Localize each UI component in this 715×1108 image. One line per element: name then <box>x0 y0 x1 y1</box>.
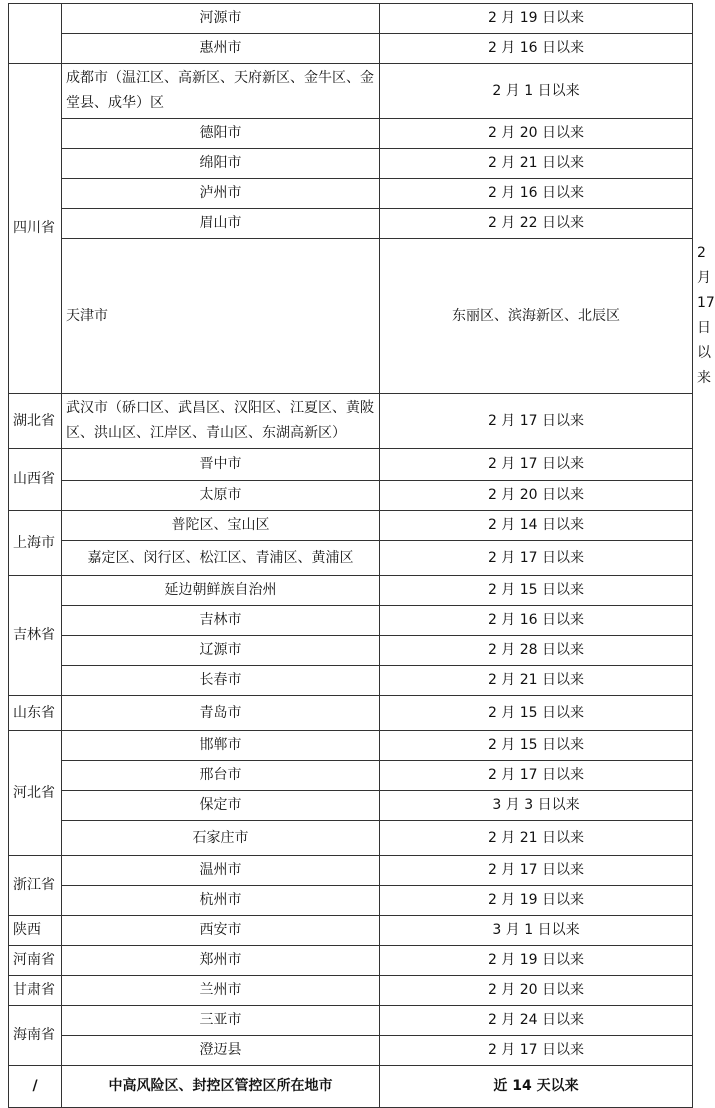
province-cell: 甘肃省 <box>9 976 62 1006</box>
area-cell: 普陀区、宝山区 <box>62 511 380 541</box>
area-cell: 温州市 <box>62 856 380 886</box>
since-date-cell: 2 月 1 日以来 <box>380 64 693 119</box>
table-row <box>9 606 693 636</box>
province-cell: 浙江省 <box>9 856 62 916</box>
since-date-cell: 3 月 3 日以来 <box>380 791 693 821</box>
province-cell: 四川省 <box>9 64 62 394</box>
area-cell: 泸州市 <box>62 179 380 209</box>
since-date-cell: 2 月 17 日以来 <box>380 541 693 576</box>
since-date-cell: 3 月 1 日以来 <box>380 916 693 946</box>
table-row <box>9 916 693 946</box>
area-cell: 西安市 <box>62 916 380 946</box>
area-cell: 吉林市 <box>62 606 380 636</box>
table-row <box>9 821 693 856</box>
area-cell: 武汉市（硚口区、武昌区、汉阳区、江夏区、黄陂区、洪山区、江岸区、青山区、东湖高新区） <box>62 394 380 449</box>
area-cell: 嘉定区、闵行区、松江区、青浦区、黄浦区 <box>62 541 380 576</box>
area-cell: 石家庄市 <box>62 821 380 856</box>
since-date-cell: 2 月 16 日以来 <box>380 606 693 636</box>
area-cell: 杭州市 <box>62 886 380 916</box>
area-cell: 眉山市 <box>62 209 380 239</box>
since-date-cell: 2 月 16 日以来 <box>380 179 693 209</box>
table-row <box>9 4 693 34</box>
table-row <box>9 761 693 791</box>
since-date-cell: 2 月 15 日以来 <box>380 696 693 731</box>
province-cell: 河南省 <box>9 946 62 976</box>
table-row <box>9 34 693 64</box>
area-cell: 长春市 <box>62 666 380 696</box>
since-date-cell: 2 月 19 日以来 <box>380 4 693 34</box>
province-cell: 上海市 <box>9 511 62 576</box>
summary-col2-cell: 中高风险区、封控区管控区所在地市 <box>62 1066 380 1108</box>
table-row <box>9 696 693 731</box>
table-row <box>9 149 693 179</box>
area-cell: 澄迈县 <box>62 1036 380 1066</box>
since-date-cell: 2 月 20 日以来 <box>380 481 693 511</box>
table-row <box>9 731 693 761</box>
table-row <box>9 481 693 511</box>
table-row <box>9 946 693 976</box>
since-date-cell: 2 月 17 日以来 <box>380 394 693 449</box>
area-cell: 保定市 <box>62 791 380 821</box>
table-row <box>9 886 693 916</box>
area-cell: 绵阳市 <box>62 149 380 179</box>
summary-row <box>9 1066 693 1108</box>
province-cell: 海南省 <box>9 1006 62 1066</box>
since-date-cell: 2 月 15 日以来 <box>380 731 693 761</box>
area-cell: 惠州市 <box>62 34 380 64</box>
table-row <box>9 541 693 576</box>
since-date-cell: 2 月 14 日以来 <box>380 511 693 541</box>
table-row <box>9 1036 693 1066</box>
area-cell: 邯郸市 <box>62 731 380 761</box>
since-date-cell: 2 月 16 日以来 <box>380 34 693 64</box>
area-cell: 三亚市 <box>62 1006 380 1036</box>
table-row <box>9 636 693 666</box>
table-row <box>9 666 693 696</box>
province-cell: 湖北省 <box>9 394 62 449</box>
table-row <box>9 449 693 481</box>
table-body <box>9 4 715 1108</box>
risk-area-table <box>8 3 715 1108</box>
since-date-cell: 2 月 17 日以来 <box>380 761 693 791</box>
table-row <box>9 576 693 606</box>
area-cell: 邢台市 <box>62 761 380 791</box>
area-cell: 郑州市 <box>62 946 380 976</box>
since-date-cell: 2 月 17 日以来 <box>380 449 693 481</box>
since-date-cell: 2 月 17 日以来 <box>380 856 693 886</box>
province-cell: 山东省 <box>9 696 62 731</box>
table-row <box>9 511 693 541</box>
since-date-cell: 2 月 21 日以来 <box>380 149 693 179</box>
table-row <box>9 1006 693 1036</box>
area-cell: 东丽区、滨海新区、北辰区 <box>380 239 693 394</box>
area-cell: 兰州市 <box>62 976 380 1006</box>
area-cell: 延边朝鲜族自治州 <box>62 576 380 606</box>
since-date-cell: 2 月 20 日以来 <box>380 119 693 149</box>
province-cell: 吉林省 <box>9 576 62 696</box>
area-cell: 德阳市 <box>62 119 380 149</box>
province-cell: 河北省 <box>9 731 62 856</box>
summary-col3-cell: 近 14 天以来 <box>380 1066 693 1108</box>
summary-col1-cell: / <box>9 1066 62 1108</box>
province-cell: 天津市 <box>62 239 380 394</box>
area-cell: 辽源市 <box>62 636 380 666</box>
since-date-cell: 2 月 17 日以来 <box>380 1036 693 1066</box>
since-date-cell: 2 月 21 日以来 <box>380 666 693 696</box>
area-cell: 成都市（温江区、高新区、天府新区、金牛区、金堂县、成华）区 <box>62 64 380 119</box>
table-row <box>9 179 693 209</box>
province-cell: 山西省 <box>9 449 62 511</box>
since-date-cell: 2 月 24 日以来 <box>380 1006 693 1036</box>
since-date-cell: 2 月 21 日以来 <box>380 821 693 856</box>
table-row: 天津市 东丽区、滨海新区、北辰区 2 月 17 日以来 <box>9 239 693 394</box>
since-date-cell: 2 月 20 日以来 <box>380 976 693 1006</box>
table-row <box>9 209 693 239</box>
since-date-cell: 2 月 22 日以来 <box>380 209 693 239</box>
since-date-cell: 2 月 15 日以来 <box>380 576 693 606</box>
table-row <box>9 976 693 1006</box>
table-row <box>9 856 693 886</box>
area-cell: 河源市 <box>62 4 380 34</box>
since-date-cell: 2 月 28 日以来 <box>380 636 693 666</box>
area-cell: 太原市 <box>62 481 380 511</box>
table-row <box>9 119 693 149</box>
table-row <box>9 64 693 119</box>
province-cell: 陕西 <box>9 916 62 946</box>
province-cell <box>9 4 62 64</box>
since-date-cell: 2 月 19 日以来 <box>380 886 693 916</box>
table-row <box>9 791 693 821</box>
since-date-cell: 2 月 19 日以来 <box>380 946 693 976</box>
area-cell: 晋中市 <box>62 449 380 481</box>
table-row <box>9 394 693 449</box>
area-cell: 青岛市 <box>62 696 380 731</box>
